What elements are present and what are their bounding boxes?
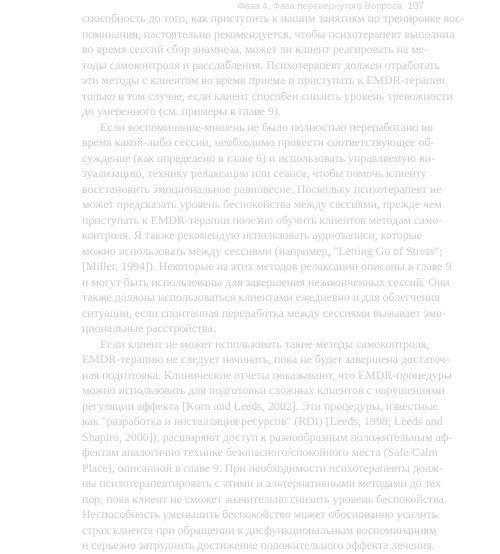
text-line: ны психотерапевтировать с этими и альтернативными методами до тех <box>82 476 441 490</box>
text-line: контроля. Я также рекомендую использовать аудиозаписи, которые <box>82 228 422 242</box>
text-line: и серьезно затруднить достижение положительного эффекта лечения. <box>82 538 435 552</box>
text-line: эти методы с клиентом во время приема и приступать к EMDR-терапии <box>82 73 446 87</box>
text-line: регуляции аффекта [Korn and Leeds, 2002]. Эти процедуры, известные <box>82 398 438 413</box>
paragraph <box>82 336 453 554</box>
text-line: Неспособность уменьшить беспокойство может обоснованно усилить <box>82 507 438 521</box>
text-line: восстановить эмоциональное равновесие. Поскольку психотерапевт не <box>82 181 442 196</box>
text-line: ситуации, если спонтанная переработка между сессиями вызывает эмо- <box>82 305 447 320</box>
paragraph <box>82 119 452 337</box>
text-line: приступать к EMDR-терапии полезно обучить клиентов методам само- <box>82 212 443 227</box>
text-line: Shapiro, 2000]), расширяют доступ к разнообразным положительным аф- <box>82 429 453 444</box>
body-text <box>82 11 465 554</box>
text-line: способность до того, как приступить к нашим занятиям по тренировке вос- <box>82 11 465 25</box>
text-line: поминания, настоятельно рекомендуется, чтобы психотерапевт выполнил <box>82 26 455 41</box>
text-line: как "разработка и инсталляция ресурсов" (RDI) [Leeds, 1998; Leeds and <box>82 414 443 428</box>
text-line: Если клиент не может использовать такие методы самоконтроля, <box>100 336 430 351</box>
text-line: только в том случае, если клиент способен снизить уровень тревожности <box>82 88 453 103</box>
text-line: циональные расстройства. <box>82 321 216 335</box>
page-number: 107 <box>407 1 424 12</box>
text-line: и могут быть использованы для завершения незаконченных сессий. Они <box>82 274 450 289</box>
text-line: пор, пока клиент не сможет значительно снизить уровень беспокойства. <box>82 491 447 506</box>
text-line: время какой-либо сессии, необходимо провести соответствующее об- <box>82 135 435 149</box>
text-line: во время сессий сбор анамнеза, может ли клиент реагировать на ме- <box>82 42 428 56</box>
text-line: суждение (как определено в главе 6) и использовать управляемую ви- <box>82 150 435 165</box>
running-header: Фаза 4. Фаза перевернутого Вопроса <box>237 1 402 12</box>
text-line: фектам аналогично технике безопасного/спокойного места (Safe/Calm <box>82 445 438 459</box>
text-line: EMDR-терапию не следует начинать, пока не будет завершена достаточ- <box>82 352 450 366</box>
text-line: ная подготовка. Клинические отчеты показывают, что EMDR-процедуры <box>82 367 452 382</box>
text-line: до умеренного (см. примеры в главе 9). <box>82 104 281 118</box>
text-line: Place), описанной в главе 9. При необходимости психотерапевты долж- <box>82 460 443 475</box>
text-line: Если воспоминание-мишень не было полностью переработано во <box>100 119 433 134</box>
text-line: можно использовать между сессиями (например, "Letting Go of Stress"; <box>82 243 443 258</box>
text-line: также должны использоваться клиентами ежедневно и для облегчения <box>82 290 440 304</box>
text-line: страх клиента при обращении к дисфункциональным воспоминаниям <box>82 522 437 537</box>
text-line: [Miller, 1994]). Некоторые из этих методов релаксации описаны в главе 9 <box>82 259 452 273</box>
text-line: может предсказать уровень беспокойства между сессиями, прежде чем <box>82 197 442 211</box>
paragraph <box>82 11 465 120</box>
text-line: тоды самоконтроля и расслабления. Психотерапевт должен отработать <box>82 57 440 72</box>
text-line: зуализацию, технику релаксации или сеанса, чтобы помочь клиенту <box>82 166 427 180</box>
text-line: можно использовать для подготовки сложных клиентов с нарушениями <box>82 383 445 397</box>
